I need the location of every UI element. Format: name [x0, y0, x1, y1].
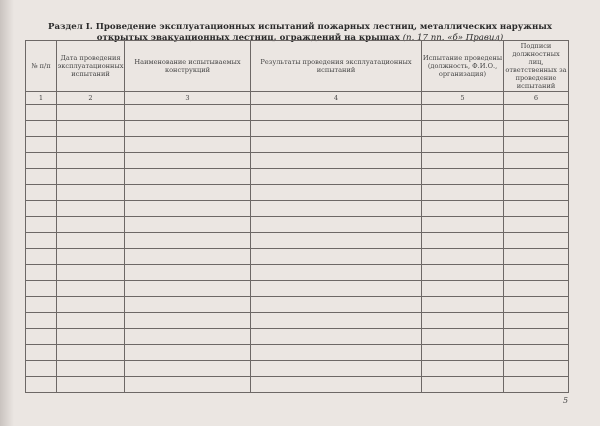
table-cell[interactable] — [422, 345, 504, 361]
table-cell[interactable] — [251, 281, 422, 297]
table-cell[interactable] — [504, 121, 569, 137]
table-cell[interactable] — [125, 297, 251, 313]
table-row — [26, 377, 569, 393]
table-cell[interactable] — [422, 313, 504, 329]
table-cell[interactable] — [251, 185, 422, 201]
table-cell[interactable] — [422, 185, 504, 201]
table-cell[interactable] — [57, 233, 125, 249]
table-cell[interactable] — [26, 345, 57, 361]
table-cell[interactable] — [26, 361, 57, 377]
table-cell[interactable] — [251, 233, 422, 249]
table-cell[interactable] — [57, 281, 125, 297]
table-cell[interactable] — [422, 265, 504, 281]
table-row — [26, 169, 569, 185]
table-cell[interactable] — [26, 185, 57, 201]
header-results: Результаты проведения эксплуатационных испытаний — [251, 41, 422, 92]
table-cell[interactable] — [57, 121, 125, 137]
table-cell[interactable] — [504, 249, 569, 265]
table-cell[interactable] — [251, 137, 422, 153]
table-cell[interactable] — [125, 313, 251, 329]
table-cell[interactable] — [422, 137, 504, 153]
table-cell[interactable] — [422, 361, 504, 377]
column-number: 6 — [504, 92, 569, 105]
table-cell[interactable] — [26, 201, 57, 217]
table-cell[interactable] — [251, 169, 422, 185]
table-cell[interactable] — [57, 249, 125, 265]
table-cell[interactable] — [57, 297, 125, 313]
column-number: 1 — [26, 92, 57, 105]
table-cell[interactable] — [422, 329, 504, 345]
column-number-row — [26, 92, 569, 105]
table-cell[interactable] — [125, 185, 251, 201]
page-shadow — [0, 0, 14, 426]
table-row — [26, 249, 569, 265]
table-cell[interactable] — [251, 201, 422, 217]
table-row — [26, 105, 569, 121]
table-cell[interactable] — [57, 201, 125, 217]
table-row — [26, 201, 569, 217]
table-cell[interactable] — [504, 329, 569, 345]
table-cell[interactable] — [26, 105, 57, 121]
table-cell[interactable] — [26, 249, 57, 265]
table-cell[interactable] — [504, 233, 569, 249]
table-cell[interactable] — [504, 169, 569, 185]
table-cell[interactable] — [422, 377, 504, 393]
table-cell[interactable] — [26, 265, 57, 281]
table-cell[interactable] — [26, 297, 57, 313]
table-cell[interactable] — [504, 137, 569, 153]
table-cell[interactable] — [422, 297, 504, 313]
table-row — [26, 185, 569, 201]
table-row — [26, 281, 569, 297]
table-cell[interactable] — [422, 217, 504, 233]
table-cell[interactable] — [26, 377, 57, 393]
table-cell[interactable] — [422, 281, 504, 297]
table-cell[interactable] — [57, 313, 125, 329]
tests-log-table — [25, 40, 569, 393]
table-cell[interactable] — [504, 345, 569, 361]
header-construction-name: Наименование испытываемых конструкций — [125, 41, 251, 92]
table-cell[interactable] — [125, 281, 251, 297]
table-cell[interactable] — [57, 217, 125, 233]
table-cell[interactable] — [125, 233, 251, 249]
table-cell[interactable] — [251, 329, 422, 345]
table-cell[interactable] — [504, 201, 569, 217]
table-row — [26, 313, 569, 329]
table-cell[interactable] — [125, 153, 251, 169]
table-cell[interactable] — [422, 153, 504, 169]
table-cell[interactable] — [251, 105, 422, 121]
table-cell[interactable] — [251, 249, 422, 265]
table-cell[interactable] — [251, 377, 422, 393]
table-cell[interactable] — [57, 185, 125, 201]
table-cell[interactable] — [125, 361, 251, 377]
table-cell[interactable] — [125, 169, 251, 185]
header-row — [26, 41, 569, 92]
table-cell[interactable] — [26, 169, 57, 185]
table-row — [26, 297, 569, 313]
table-cell[interactable] — [251, 313, 422, 329]
table-cell[interactable] — [57, 169, 125, 185]
table-cell[interactable] — [504, 377, 569, 393]
table-cell[interactable] — [57, 105, 125, 121]
table-row — [26, 265, 569, 281]
table-cell[interactable] — [251, 345, 422, 361]
table-row — [26, 137, 569, 153]
table-cell[interactable] — [125, 345, 251, 361]
table-cell[interactable] — [125, 121, 251, 137]
table-cell[interactable] — [422, 201, 504, 217]
column-number: 3 — [125, 92, 251, 105]
table-cell[interactable] — [504, 313, 569, 329]
table-cell[interactable] — [504, 281, 569, 297]
table-cell[interactable] — [251, 265, 422, 281]
table-cell[interactable] — [26, 281, 57, 297]
column-number: 2 — [57, 92, 125, 105]
table-cell[interactable] — [125, 249, 251, 265]
table-cell[interactable] — [125, 137, 251, 153]
table-cell[interactable] — [422, 121, 504, 137]
header-tested-by: Испытание проведены (должность, Ф.И.О., организация) — [422, 41, 504, 92]
table-cell[interactable] — [422, 169, 504, 185]
table-cell[interactable] — [504, 105, 569, 121]
table-cell[interactable] — [504, 153, 569, 169]
table-cell[interactable] — [125, 265, 251, 281]
section-title-reference: (п. 17 пп. «б» Правил) — [402, 33, 504, 43]
table-cell[interactable] — [26, 137, 57, 153]
table-cell[interactable] — [26, 329, 57, 345]
table-cell[interactable] — [26, 233, 57, 249]
table-cell[interactable] — [57, 329, 125, 345]
table-cell[interactable] — [125, 377, 251, 393]
table-cell[interactable] — [504, 185, 569, 201]
table-row — [26, 361, 569, 377]
table-cell[interactable] — [251, 121, 422, 137]
table-cell[interactable] — [504, 217, 569, 233]
header-number: № п/п — [26, 41, 57, 92]
table-cell[interactable] — [26, 313, 57, 329]
table-cell[interactable] — [504, 297, 569, 313]
table-cell[interactable] — [57, 345, 125, 361]
table-cell[interactable] — [26, 153, 57, 169]
table-cell[interactable] — [57, 377, 125, 393]
table-cell[interactable] — [422, 233, 504, 249]
table-cell[interactable] — [422, 105, 504, 121]
table-cell[interactable] — [422, 249, 504, 265]
table-row — [26, 329, 569, 345]
table-cell[interactable] — [251, 217, 422, 233]
table-cell[interactable] — [26, 217, 57, 233]
table-cell[interactable] — [125, 201, 251, 217]
table-row — [26, 233, 569, 249]
table-row — [26, 153, 569, 169]
table-cell[interactable] — [125, 329, 251, 345]
table-cell[interactable] — [251, 297, 422, 313]
header-date: Дата проведения эксплуатационных испытаний — [57, 41, 125, 92]
table-cell[interactable] — [504, 361, 569, 377]
table-cell[interactable] — [57, 361, 125, 377]
page-number: 5 — [563, 396, 569, 405]
header-signatures: Подписи должностных лиц, ответственных за проведение испытаний — [505, 42, 567, 90]
table-cell[interactable] — [125, 105, 251, 121]
column-number: 4 — [251, 92, 422, 105]
table-cell[interactable] — [251, 153, 422, 169]
table-cell[interactable] — [57, 153, 125, 169]
table-cell[interactable] — [26, 121, 57, 137]
table-cell[interactable] — [57, 137, 125, 153]
table-cell[interactable] — [125, 217, 251, 233]
column-number: 5 — [422, 92, 504, 105]
table-cell[interactable] — [504, 265, 569, 281]
section-title-main: Раздел I. Проведение эксплуатационных испытаний пожарных лестниц, металлических наружных открытых эвакуационных лестниц, ограждений на крышах — [47, 22, 553, 43]
table-row — [26, 345, 569, 361]
table-row — [26, 121, 569, 137]
table-cell[interactable] — [251, 361, 422, 377]
table-cell[interactable] — [57, 265, 125, 281]
table-row — [26, 217, 569, 233]
